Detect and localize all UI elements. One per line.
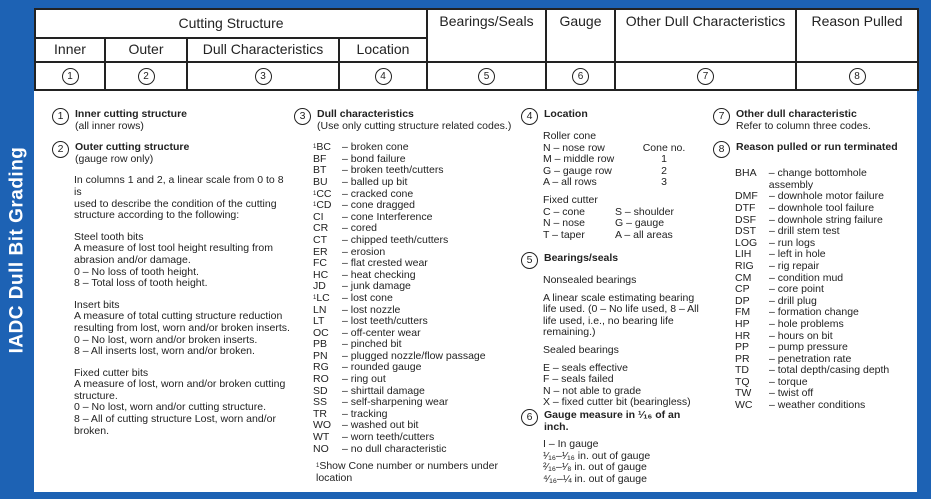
reason-description: – total depth/casing depth	[769, 364, 890, 377]
reason-description: – change bottomhole assembly	[768, 167, 867, 191]
section-number: 6	[521, 409, 538, 426]
dull-codes-list	[294, 142, 514, 455]
code-abbrev: BC	[316, 141, 331, 154]
column-number: 2	[138, 68, 155, 85]
fixed-row	[543, 218, 701, 230]
code-description: – broken teeth/cutters	[342, 164, 444, 177]
roller-row	[543, 177, 701, 189]
header-dull-characteristics: Dull Characteristics	[187, 38, 339, 62]
reason-code: HP	[735, 317, 750, 330]
code-description: – flat crested wear	[342, 257, 428, 270]
reason-description: – left in hole	[769, 248, 826, 261]
dull-code-row	[313, 431, 514, 444]
code-abbrev: CD	[316, 199, 332, 212]
reason-code: DSF	[735, 213, 756, 226]
code-abbrev: RO	[313, 373, 329, 386]
paragraph-line: Steel tooth bits	[74, 230, 144, 243]
reason-code: HR	[735, 329, 751, 342]
gauge-item: I – In gauge	[543, 438, 599, 451]
roller-code: A – all rows	[543, 176, 597, 189]
dull-code-row	[313, 175, 514, 189]
roller-code: N – nose row	[543, 141, 605, 154]
reason-description: – twist off	[769, 387, 814, 400]
col-num-cell	[546, 62, 615, 90]
reason-code: FM	[735, 306, 751, 319]
footnote-mark: 1	[313, 202, 317, 209]
col-num-cell	[339, 62, 427, 90]
dull-code-row	[313, 199, 514, 212]
section-other-dull	[713, 109, 913, 412]
code-description: – chipped teeth/cutters	[342, 233, 449, 246]
reason-code: LIH	[735, 248, 752, 261]
section-title: Dull characteristics	[317, 108, 414, 120]
reason-description: – hole problems	[769, 317, 844, 330]
section-title: Outer cutting structure	[75, 141, 190, 154]
section-title: Reason pulled or run terminated	[736, 141, 898, 154]
bearings-body	[521, 275, 706, 409]
reason-code-row	[735, 365, 913, 377]
reason-code-row	[735, 249, 913, 261]
seal-code: N – not able to grade	[543, 384, 642, 397]
code-description: – rounded gauge	[342, 361, 422, 374]
dull-code-row	[313, 233, 514, 247]
paragraph-line: A measure of lost tool height resulting from	[74, 242, 274, 255]
code-abbrev: CC	[316, 187, 332, 200]
code-abbrev: BU	[313, 175, 328, 188]
reason-code: CM	[735, 271, 752, 284]
header-bearings-seals: Bearings/Seals	[427, 9, 546, 62]
code-abbrev: SS	[313, 396, 328, 409]
reason-code-row	[735, 377, 913, 389]
section-subtitle: (all inner rows)	[75, 119, 144, 132]
reason-description: – formation change	[769, 306, 859, 319]
reason-code-row	[735, 203, 913, 215]
header-cutting-structure: Cutting Structure	[35, 9, 427, 38]
code-description: – worn teeth/cutters	[342, 431, 435, 444]
code-abbrev: LT	[313, 315, 325, 328]
reason-code: PP	[735, 341, 750, 354]
reason-code-row	[735, 261, 913, 273]
section-title: Inner cutting structure	[75, 108, 188, 120]
column-number: 8	[849, 68, 866, 85]
section-number: 2	[52, 141, 69, 158]
footnote-mark: 1	[313, 294, 317, 301]
cone-label: Cone no.	[642, 141, 686, 154]
reason-description: – downhole tool failure	[769, 201, 875, 214]
reason-description: – rig repair	[769, 259, 820, 272]
sidebar-title	[2, 140, 32, 360]
gauge-item: ¹⁄₁₆–¹⁄₁₆ in. out of gauge	[543, 449, 651, 462]
section-subtitle: Refer to column three codes.	[736, 119, 871, 132]
section-gauge	[521, 410, 706, 486]
code-abbrev: JD	[313, 280, 326, 293]
footnote-mark: 1	[316, 463, 320, 470]
section-6-head	[521, 410, 706, 433]
roller-cone-label: Roller cone	[543, 130, 597, 142]
code-description: – plugged nozzle/flow passage	[342, 349, 486, 362]
section-subtitle: (gauge row only)	[75, 152, 154, 165]
column-number: 6	[572, 68, 589, 85]
code-description: – lost teeth/cutters	[342, 315, 428, 328]
header-other-dull: Other Dull Characteristics	[615, 9, 796, 62]
dull-code-row	[313, 291, 514, 305]
paragraph-line: 8 – Total loss of tooth height.	[74, 277, 208, 290]
section-number: 1	[52, 108, 69, 125]
column-number: 4	[375, 68, 392, 85]
section-subtitle: (Use only cutting structure related codes.)	[317, 119, 512, 132]
code-description: – lost cone	[342, 291, 393, 304]
code-abbrev: PB	[313, 338, 328, 351]
section-2-body	[52, 175, 292, 437]
reason-code: LOG	[735, 236, 758, 249]
dull-code-row	[313, 257, 514, 270]
section-inner-outer	[52, 109, 292, 437]
dull-code-row	[313, 442, 514, 456]
section-title: Bearings/seals	[544, 252, 619, 264]
section-8-head	[713, 142, 913, 158]
reason-code: TQ	[735, 375, 750, 388]
section-number: 5	[521, 252, 538, 269]
reason-description: – core point	[769, 283, 824, 296]
reason-description: – torque	[769, 375, 808, 388]
paragraph-line: Insert bits	[74, 298, 120, 311]
reason-description: – drill stem test	[769, 225, 840, 238]
code-description: – off-center wear	[342, 326, 421, 339]
reason-code-row	[735, 273, 913, 285]
code-description: – washed out bit	[342, 419, 419, 432]
reason-description: – hours on bit	[769, 329, 833, 342]
roller-code: M – middle row	[543, 153, 615, 166]
section-5-head	[521, 253, 706, 269]
code-description: – cone dragged	[342, 199, 415, 212]
header-reason-pulled: Reason Pulled	[796, 9, 918, 62]
code-description: – erosion	[342, 245, 386, 258]
header-gauge: Gauge	[546, 9, 615, 62]
header-location: Location	[339, 38, 427, 62]
code-abbrev: LC	[316, 291, 330, 304]
reason-description: – pump pressure	[769, 341, 848, 354]
code-description: – lost nozzle	[342, 303, 401, 316]
reason-code-row	[735, 226, 913, 238]
code-description: – junk damage	[342, 280, 411, 293]
code-description: – ring out	[342, 373, 386, 386]
paragraph-line: A measure of total cutting structure reduction	[74, 310, 283, 323]
code-description: – no dull characteristic	[342, 442, 447, 455]
section-7-head	[713, 109, 913, 132]
paragraph-line: 0 – No lost, worn and/or cutting structure.	[74, 401, 267, 414]
paragraph-line: structure according to the following:	[74, 209, 240, 222]
section-bearings-seals	[521, 253, 706, 409]
reason-description: – downhole string failure	[769, 213, 883, 226]
location-body	[521, 131, 701, 241]
section-number: 7	[713, 108, 730, 125]
column-number: 1	[62, 68, 79, 85]
footnote	[294, 461, 514, 484]
section-title: Other dull characteristic	[736, 108, 857, 120]
section-1-head	[52, 109, 292, 132]
paragraph-line: 0 – No lost, worn and/or broken inserts.	[74, 333, 258, 346]
reason-code: WC	[735, 399, 753, 412]
fixed-code: S – shoulder	[615, 205, 674, 218]
fixed-cutter-label: Fixed cutter	[543, 193, 598, 206]
cone-number: 1	[661, 153, 667, 166]
section-number: 3	[294, 108, 311, 125]
code-abbrev: BT	[313, 164, 327, 177]
fixed-code: T – taper	[543, 228, 585, 241]
paragraph-line: life used. (0 – No life used, 8 – All	[543, 303, 699, 316]
code-description: – balled up bit	[342, 175, 408, 188]
reason-description: – drill plug	[769, 294, 817, 307]
code-abbrev: CI	[313, 210, 324, 223]
section-location	[521, 109, 701, 241]
col-num-cell	[105, 62, 187, 90]
dull-code	[313, 444, 342, 456]
fixed-row	[543, 230, 701, 242]
paragraph-line: 8 – All inserts lost, worn and/or broken.	[74, 345, 255, 358]
cone-number: 2	[661, 164, 667, 177]
code-description: – bond failure	[342, 152, 406, 165]
section-number: 8	[713, 141, 730, 158]
paragraph-line: structure.	[74, 389, 118, 402]
paragraph-line: 8 – All of cutting structure Lost, worn and/or	[74, 413, 276, 426]
nonsealed-label: Nonsealed bearings	[543, 274, 637, 286]
col-num-cell	[427, 62, 546, 90]
col-num-cell	[187, 62, 339, 90]
paragraph-line: life used, i.e., no bearing life	[543, 314, 674, 327]
code-description: – cone Interference	[342, 210, 433, 223]
section-number: 4	[521, 108, 538, 125]
column-number: 7	[697, 68, 714, 85]
code-abbrev: RG	[313, 361, 329, 374]
reason-code-row	[735, 319, 913, 331]
gauge-item: ²⁄₁₆–¹⁄₈ in. out of gauge	[543, 461, 647, 474]
col-num-cell	[796, 62, 918, 90]
reason-description: – downhole motor failure	[769, 190, 884, 203]
roller-code: G – gauge row	[543, 164, 612, 177]
fixed-code: C – cone	[543, 205, 586, 218]
section-title: Location	[544, 108, 588, 120]
cone-number: 3	[661, 176, 667, 189]
code-description: – tracking	[342, 407, 388, 420]
reason-code: DMF	[735, 190, 758, 203]
reason-code: CP	[735, 283, 750, 296]
code-abbrev: WT	[313, 431, 330, 444]
section-2-head	[52, 142, 292, 165]
grading-table	[34, 8, 919, 91]
code-abbrev: BF	[313, 152, 327, 165]
reason-code-row	[735, 168, 913, 191]
fixed-code: N – nose	[543, 217, 586, 230]
code-abbrev: PN	[313, 349, 328, 362]
code-abbrev: LN	[313, 303, 327, 316]
reason-code-row	[735, 342, 913, 354]
col-num-cell	[615, 62, 796, 90]
column-number: 3	[255, 68, 272, 85]
reason-code: TD	[735, 364, 749, 377]
dull-code-row	[313, 315, 514, 328]
seal-code: F – seals failed	[543, 373, 614, 386]
col-num-cell	[35, 62, 105, 90]
seal-code: X – fixed cutter bit (bearingless)	[543, 396, 691, 409]
footnote-text: Show Cone number or numbers under location	[316, 460, 498, 484]
gauge-body	[521, 439, 706, 485]
section-4-head	[521, 109, 701, 125]
gauge-item: ⁴⁄₁₆–¼ in. out of gauge	[543, 472, 647, 485]
sidebar-title-text: IADC Dull Bit Grading	[6, 146, 28, 354]
code-abbrev: HC	[313, 268, 329, 281]
code-abbrev: ER	[313, 245, 328, 258]
seal-code: E – seals effective	[543, 361, 629, 374]
column-number: 5	[478, 68, 495, 85]
reason-code-row	[735, 400, 913, 412]
paragraph-line: abrasion and/or damage.	[74, 253, 191, 266]
code-description: – shirttail damage	[342, 384, 425, 397]
code-abbrev: WO	[313, 419, 332, 432]
reason-codes-list	[713, 168, 913, 411]
section-3-head	[294, 109, 514, 132]
header-outer: Outer	[105, 38, 187, 62]
reason-code: DP	[735, 294, 750, 307]
code-abbrev: OC	[313, 326, 329, 339]
fixed-code: A – all areas	[615, 228, 673, 241]
code-abbrev: SD	[313, 384, 328, 397]
code-description: – cracked cone	[342, 187, 414, 200]
paragraph-line: 0 – No loss of tooth height.	[74, 265, 199, 278]
footnote-mark: 1	[313, 190, 317, 197]
reason-code-row	[735, 284, 913, 296]
paragraph-line: In columns 1 and 2, a linear scale from 0 to 8 is	[74, 174, 284, 198]
reason-code: DTF	[735, 201, 756, 214]
paragraph-line: broken.	[74, 424, 110, 437]
paragraph-line: Fixed cutter bits	[74, 366, 149, 379]
code-abbrev: CT	[313, 233, 327, 246]
dull-code-row	[313, 373, 514, 386]
paragraph-line: A linear scale estimating bearing	[543, 291, 695, 304]
reason-description: – condition mud	[769, 271, 844, 284]
code-abbrev: NO	[313, 442, 329, 455]
paragraph-line: resulting from lost, worn and/or broken inserts.	[74, 321, 290, 334]
paragraph-line: used to describe the condition of the cutting	[74, 197, 277, 210]
paragraph-line: A measure of lost, worn and/or broken cutting	[74, 378, 286, 391]
code-description: – pinched bit	[342, 338, 402, 351]
reason-description: – weather conditions	[769, 399, 866, 412]
section-dull-characteristics	[294, 109, 514, 484]
code-description: – broken cone	[342, 141, 409, 154]
code-description: – heat checking	[342, 268, 416, 281]
section-title: Gauge measure in ¹⁄₁₆ of an inch.	[544, 409, 681, 433]
reason-code: BHA	[735, 167, 757, 180]
paragraph-line: remaining.)	[543, 326, 596, 339]
sealed-label: Sealed bearings	[543, 343, 619, 356]
reason-code: TW	[735, 387, 752, 400]
code-description: – self-sharpening wear	[342, 396, 449, 409]
fixed-code: G – gauge	[615, 217, 665, 230]
code-description: – cored	[342, 222, 378, 235]
content-panel	[34, 8, 917, 492]
code-abbrev: CR	[313, 222, 329, 235]
header-inner: Inner	[35, 38, 105, 62]
code-abbrev: FC	[313, 257, 327, 270]
reason-description: – penetration rate	[769, 352, 852, 365]
code-abbrev: TR	[313, 407, 327, 420]
reason-code: PR	[735, 352, 750, 365]
footnote-mark: 1	[313, 144, 317, 151]
reason-description: – run logs	[769, 236, 816, 249]
reason-code: RIG	[735, 259, 754, 272]
reason-code: DST	[735, 225, 756, 238]
